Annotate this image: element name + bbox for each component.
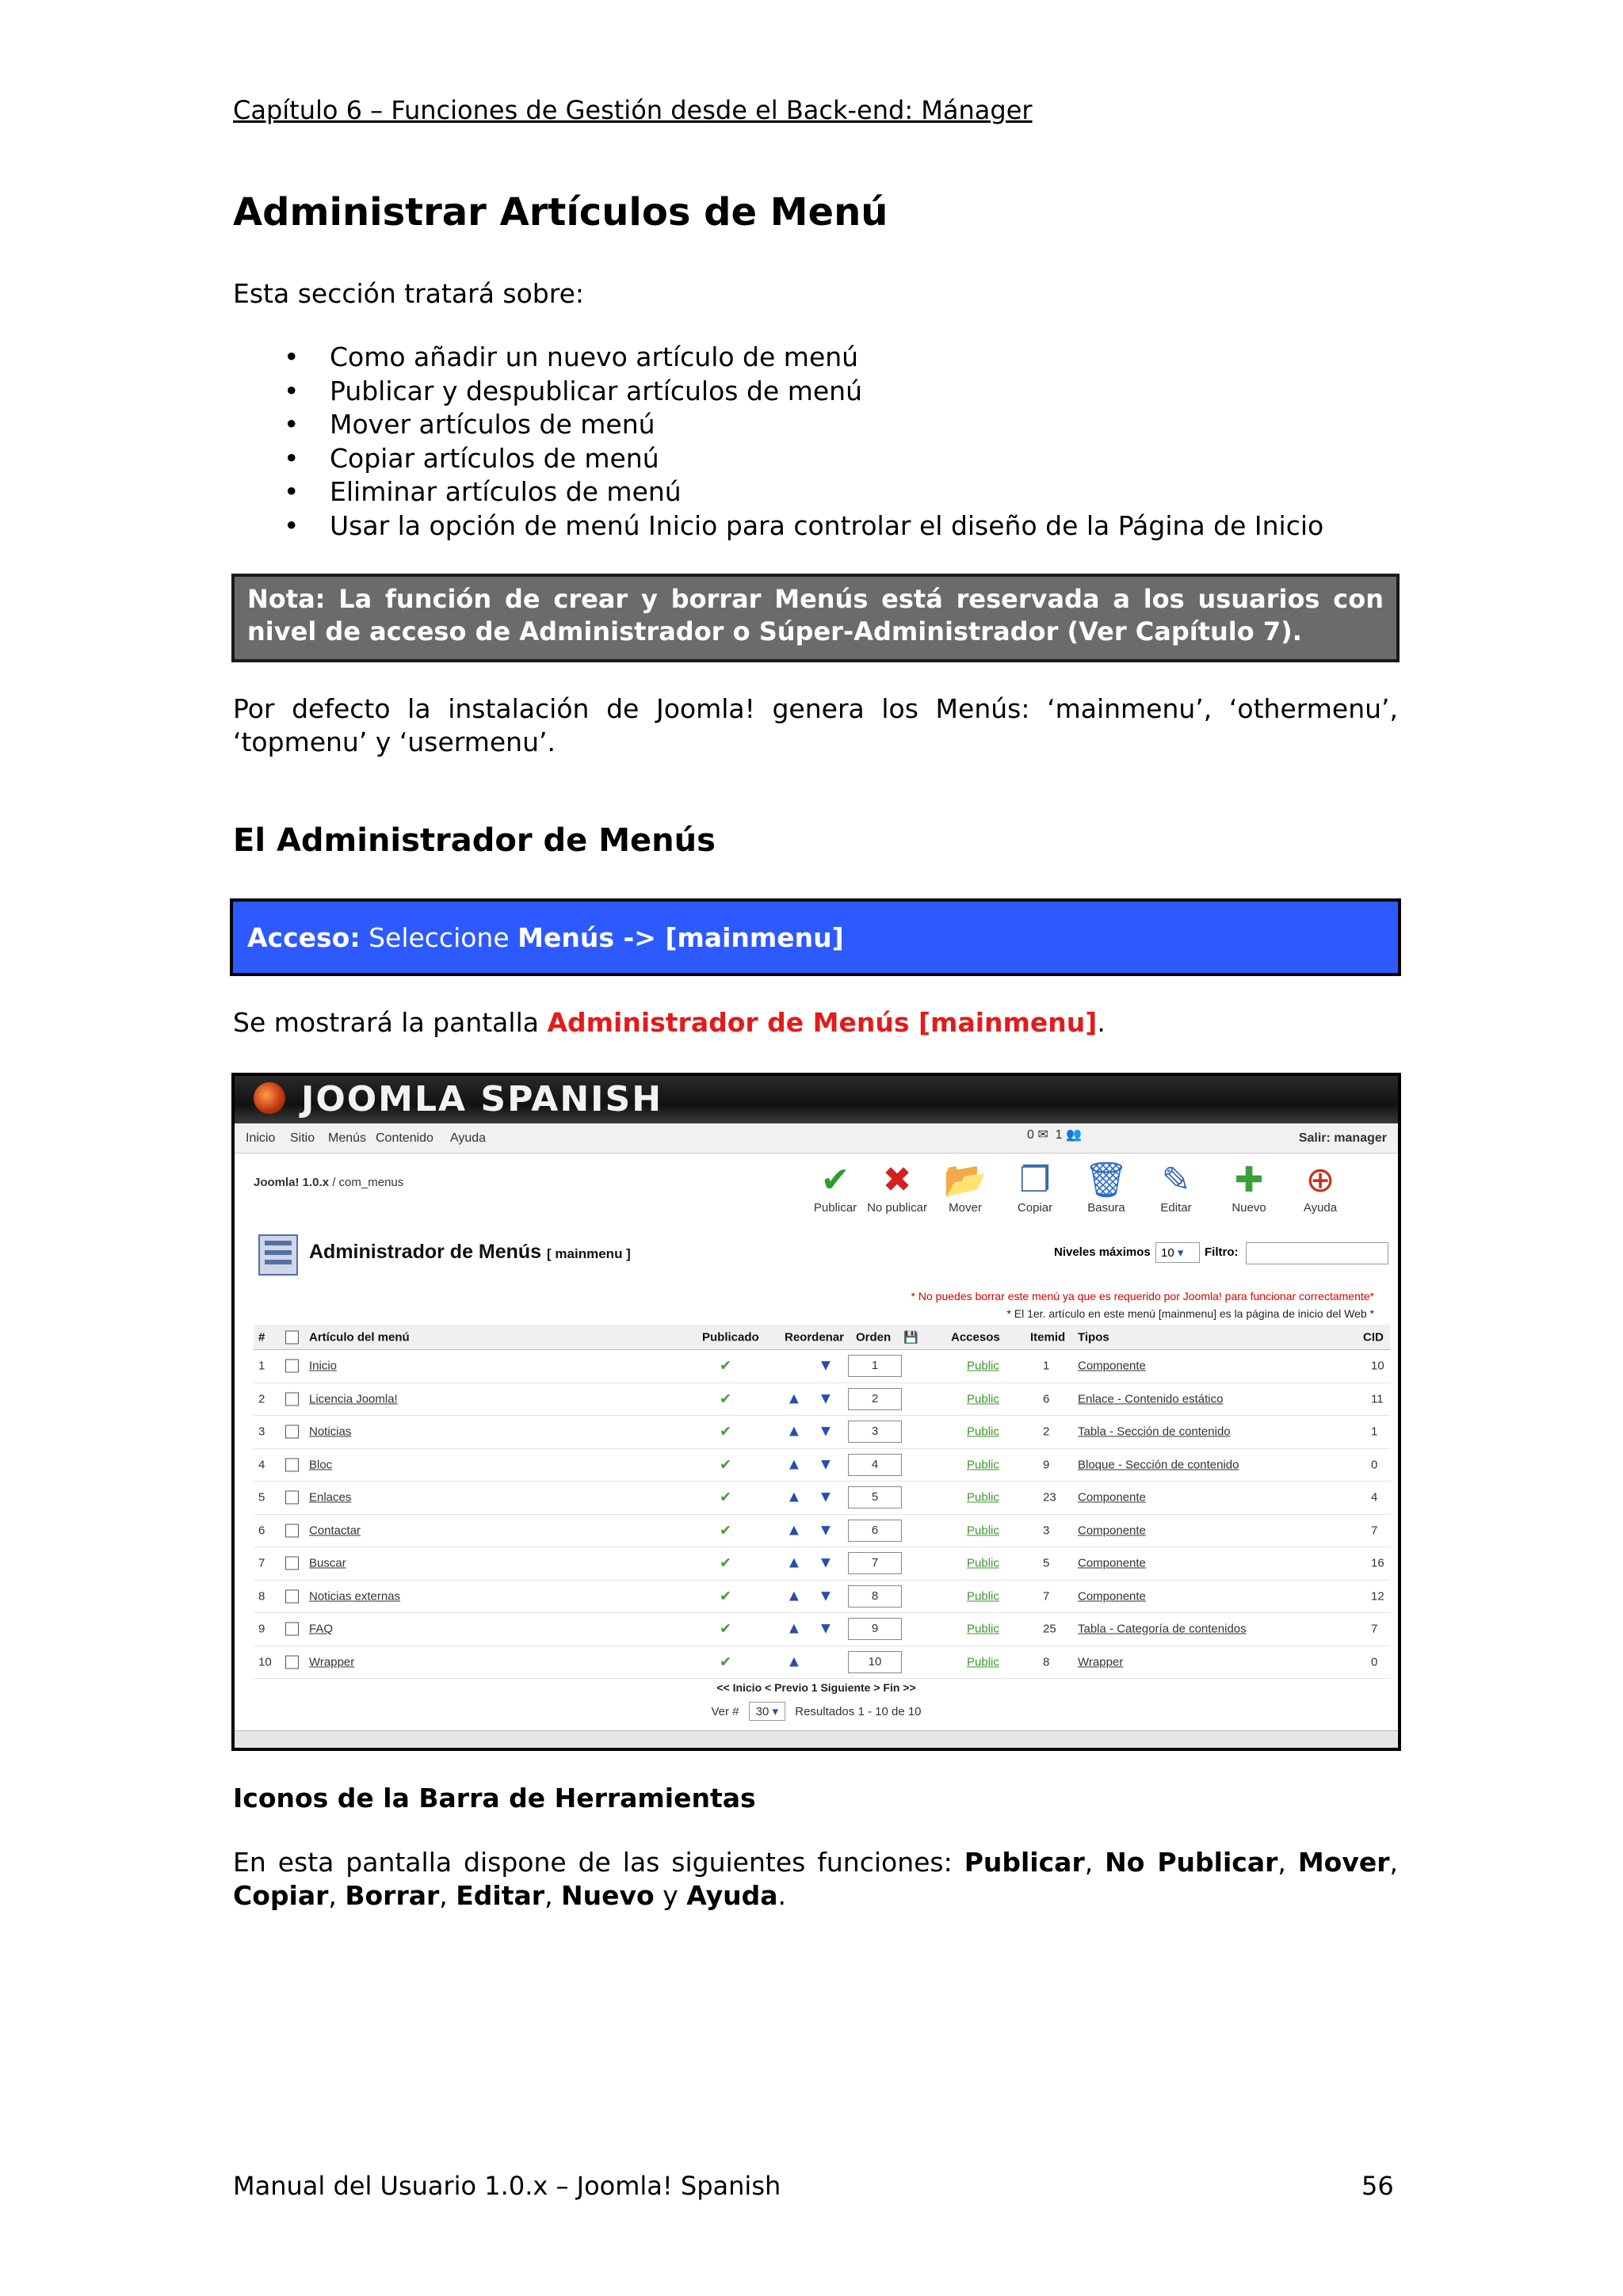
move-up-icon[interactable]: ▲ <box>786 1521 802 1539</box>
order-input[interactable]: 3 <box>848 1421 902 1443</box>
help-label: Ayuda <box>1303 1201 1338 1215</box>
filter-label: Filtro: <box>1205 1245 1239 1259</box>
order-input[interactable]: 8 <box>848 1585 902 1608</box>
col-access[interactable]: Accesos <box>951 1330 1000 1344</box>
published-icon[interactable]: ✔ <box>720 1390 732 1407</box>
access-link[interactable]: Public <box>967 1425 999 1439</box>
list-footer <box>235 1702 1398 1721</box>
show-text-after: . <box>1097 1007 1106 1038</box>
row-checkbox[interactable] <box>285 1623 299 1636</box>
move-down-icon[interactable]: ▼ <box>818 1455 834 1474</box>
version-label: Joomla! 1.0.x <box>254 1176 330 1189</box>
type-link[interactable]: Tabla - Categoría de contenidos <box>1078 1622 1247 1636</box>
access-label: Acceso: <box>247 921 361 953</box>
table-header <box>254 1325 1390 1350</box>
published-icon[interactable]: ✔ <box>720 1357 732 1374</box>
itemid-value: 2 <box>1043 1425 1050 1439</box>
col-published[interactable]: Publicado <box>702 1330 759 1344</box>
published-icon[interactable]: ✔ <box>720 1489 732 1505</box>
move-down-icon[interactable]: ▼ <box>818 1422 834 1440</box>
move-down-icon[interactable]: ▼ <box>818 1554 834 1572</box>
row-checkbox[interactable] <box>285 1557 299 1570</box>
row-checkbox[interactable] <box>285 1491 299 1505</box>
list-item: • Usar la opción de menú Inicio para controlar el diseño de la Página de Inicio <box>277 509 1323 543</box>
order-input[interactable]: 6 <box>848 1520 902 1542</box>
move-up-icon[interactable]: ▲ <box>786 1619 802 1638</box>
trash-button[interactable] <box>1075 1160 1138 1215</box>
access-link[interactable]: Public <box>967 1556 999 1570</box>
function-borrar: Borrar <box>345 1880 440 1911</box>
table-row <box>254 1515 1390 1548</box>
menu-items-table <box>254 1325 1390 1679</box>
function-publicar: Publicar <box>964 1847 1085 1878</box>
logout-link[interactable]: Salir: manager <box>1298 1131 1387 1145</box>
view-select[interactable] <box>749 1702 785 1721</box>
order-input[interactable]: 4 <box>848 1454 902 1476</box>
col-type[interactable]: Tipos <box>1078 1330 1109 1344</box>
published-icon[interactable]: ✔ <box>720 1653 732 1670</box>
cid-value: 12 <box>1371 1589 1384 1604</box>
users-icon[interactable]: 👥 <box>1066 1128 1082 1142</box>
item-name-link[interactable]: Contactar <box>309 1524 361 1538</box>
topic-list <box>277 341 1323 543</box>
cid-value: 1 <box>1371 1425 1378 1439</box>
note-box: Nota: La función de crear y borrar Menús está reservada a los usuarios con nivel de acceso de Administrador o Súper-Administrador (Ver Capítulo 7). <box>231 574 1400 662</box>
itemid-value: 23 <box>1043 1490 1056 1505</box>
row-number: 6 <box>258 1524 265 1538</box>
show-text <box>233 1006 1398 1039</box>
table-row <box>254 1449 1390 1482</box>
order-input[interactable]: 7 <box>848 1552 902 1574</box>
edit-icon: ✎ <box>1161 1161 1191 1199</box>
menu-manager-icon <box>258 1234 298 1276</box>
trash-icon: 🗑 <box>1084 1161 1128 1199</box>
unpublish-button[interactable] <box>865 1160 929 1215</box>
counters <box>1027 1127 1082 1142</box>
move-label: Mover <box>949 1201 982 1215</box>
published-icon[interactable]: ✔ <box>720 1554 732 1571</box>
row-number: 9 <box>258 1622 265 1636</box>
itemid-value: 5 <box>1043 1556 1050 1570</box>
admin-menubar <box>235 1123 1398 1154</box>
function-nuevo: Nuevo <box>561 1880 655 1911</box>
trash-label: Basura <box>1087 1201 1125 1215</box>
section-title: El Administrador de Menús <box>233 822 716 859</box>
function-editar: Editar <box>456 1880 545 1911</box>
function-no-publicar: No Publicar <box>1105 1847 1278 1878</box>
new-label: Nuevo <box>1232 1201 1266 1215</box>
results-text: Resultados 1 - 10 de 10 <box>795 1705 922 1718</box>
type-link[interactable]: Tabla - Sección de contenido <box>1078 1425 1231 1439</box>
table-row <box>254 1383 1390 1417</box>
access-link[interactable]: Public <box>967 1359 999 1373</box>
row-checkbox[interactable] <box>285 1589 299 1603</box>
type-link[interactable]: Enlace - Contenido estático <box>1078 1392 1224 1406</box>
table-row <box>254 1646 1390 1680</box>
new-icon: ✚ <box>1234 1161 1264 1199</box>
row-number: 4 <box>258 1458 265 1472</box>
type-link[interactable]: Wrapper <box>1078 1655 1124 1669</box>
move-down-icon[interactable]: ▼ <box>818 1521 834 1539</box>
component-titlebar <box>246 1223 1395 1282</box>
table-row <box>254 1350 1390 1383</box>
function-copiar: Copiar <box>233 1880 329 1911</box>
levels-value: 10 <box>1161 1246 1174 1260</box>
functions-intro: En esta pantalla dispone de las siguientes funciones: <box>233 1847 953 1878</box>
footer-title: Manual del Usuario 1.0.x – Joomla! Spanish <box>233 2171 781 2201</box>
move-down-icon[interactable]: ▼ <box>818 1356 834 1375</box>
users-count: 1 <box>1055 1128 1063 1142</box>
running-header: Capítulo 6 – Funciones de Gestión desde el Back-end: Mánager <box>233 95 1033 125</box>
chevron-down-icon: ▾ <box>1177 1246 1184 1260</box>
item-name-link[interactable]: Inicio <box>309 1359 338 1373</box>
row-number: 5 <box>258 1490 265 1505</box>
save-order-icon[interactable]: 💾 <box>903 1330 918 1344</box>
cid-value: 7 <box>1371 1622 1378 1636</box>
row-number: 3 <box>258 1425 265 1439</box>
move-up-icon[interactable]: ▲ <box>786 1653 802 1671</box>
list-item: • Como añadir un nuevo artículo de menú <box>277 341 1323 375</box>
messages-count: 0 <box>1027 1128 1034 1142</box>
warning-text-2: * El 1er. artículo en este menú [mainmenu] es la página de inicio del Web * <box>1006 1307 1374 1320</box>
menu-contenido[interactable]: Contenido <box>376 1131 433 1145</box>
table-row <box>254 1547 1390 1581</box>
cross-icon: ✖ <box>882 1161 912 1199</box>
row-checkbox[interactable] <box>285 1392 299 1405</box>
warning-text: * No puedes borrar este menú ya que es requerido por Joomla! para funcionar correctamente* <box>911 1290 1374 1302</box>
component-title-text: Administrador de Menús <box>309 1241 542 1263</box>
list-item: • Copiar artículos de menú <box>277 442 1323 476</box>
item-name-link[interactable]: Noticias externas <box>309 1589 401 1604</box>
levels-select[interactable] <box>1155 1242 1200 1263</box>
published-icon[interactable]: ✔ <box>720 1620 732 1637</box>
help-button[interactable] <box>1289 1160 1352 1215</box>
move-up-icon[interactable]: ▲ <box>786 1422 802 1440</box>
order-input[interactable]: 9 <box>848 1618 902 1640</box>
page-title: Administrar Artículos de Menú <box>233 190 888 235</box>
intro-text: Esta sección tratará sobre: <box>233 278 585 309</box>
copy-button[interactable] <box>1003 1160 1067 1215</box>
item-name-link[interactable]: Wrapper <box>309 1655 355 1669</box>
item-name-link[interactable]: Licencia Joomla! <box>309 1392 398 1406</box>
publish-label: Publicar <box>813 1201 857 1215</box>
col-item[interactable]: Artículo del menú <box>309 1330 410 1344</box>
table-row <box>254 1581 1390 1614</box>
move-up-icon[interactable]: ▲ <box>786 1390 802 1408</box>
published-icon[interactable]: ✔ <box>720 1456 732 1473</box>
table-row <box>254 1613 1390 1646</box>
help-icon: ⊕ <box>1305 1161 1335 1199</box>
row-number: 1 <box>258 1359 265 1373</box>
functions-text: En esta pantalla dispone de las siguientes funciones: Publicar, No Publicar, Mover, Copiar, Borrar, Editar, Nuevo y Ayuda. <box>233 1847 1398 1911</box>
order-input[interactable]: 10 <box>848 1651 902 1673</box>
move-up-icon[interactable]: ▲ <box>786 1455 802 1474</box>
col-itemid[interactable]: Itemid <box>1030 1330 1066 1344</box>
list-item: • Mover artículos de menú <box>277 408 1323 442</box>
type-link[interactable]: Componente <box>1078 1556 1146 1570</box>
type-link[interactable]: Bloque - Sección de contenido <box>1078 1458 1239 1472</box>
table-row <box>254 1416 1390 1449</box>
filter-input[interactable] <box>1246 1242 1388 1264</box>
move-up-icon[interactable]: ▲ <box>786 1554 802 1572</box>
access-link[interactable]: Public <box>967 1589 999 1604</box>
menu-inicio[interactable]: Inicio <box>246 1131 276 1145</box>
cid-value: 0 <box>1371 1655 1378 1669</box>
type-link[interactable]: Componente <box>1078 1490 1146 1505</box>
access-link[interactable]: Public <box>967 1458 999 1472</box>
menu-sitio[interactable]: Sitio <box>290 1131 315 1145</box>
pagination[interactable]: << Inicio < Previo 1 Siguiente > Fin >> <box>716 1681 916 1694</box>
type-link[interactable]: Componente <box>1078 1524 1146 1538</box>
bottom-bar <box>235 1730 1398 1748</box>
view-value: 30 <box>755 1705 769 1718</box>
type-link[interactable]: Componente <box>1078 1589 1146 1604</box>
joomla-logo-text: JOOMLA SPANISH <box>301 1079 663 1119</box>
function-ayuda: Ayuda <box>686 1880 778 1911</box>
move-up-icon[interactable]: ▲ <box>786 1587 802 1605</box>
access-link[interactable]: Public <box>967 1622 999 1636</box>
row-number: 2 <box>258 1392 265 1406</box>
row-checkbox[interactable] <box>285 1524 299 1537</box>
itemid-value: 3 <box>1043 1524 1050 1538</box>
row-checkbox[interactable] <box>285 1360 299 1373</box>
access-link[interactable]: Public <box>967 1490 999 1505</box>
itemid-value: 8 <box>1043 1655 1050 1669</box>
move-down-icon[interactable]: ▼ <box>818 1390 834 1408</box>
itemid-value: 9 <box>1043 1458 1050 1472</box>
show-text-before: Se mostrará la pantalla <box>233 1007 539 1038</box>
published-icon[interactable]: ✔ <box>720 1522 732 1539</box>
type-link[interactable]: Componente <box>1078 1359 1146 1373</box>
row-number: 7 <box>258 1556 265 1570</box>
edit-label: Editar <box>1160 1201 1192 1215</box>
access-text: Seleccione <box>369 921 510 953</box>
item-name-link[interactable]: Buscar <box>309 1556 346 1570</box>
cid-value: 16 <box>1371 1556 1384 1570</box>
publish-button[interactable] <box>804 1160 867 1215</box>
cid-value: 0 <box>1371 1458 1378 1472</box>
item-name-link[interactable]: Enlaces <box>309 1490 352 1505</box>
move-down-icon[interactable]: ▼ <box>818 1488 834 1506</box>
cid-value: 7 <box>1371 1524 1378 1538</box>
component-path <box>254 1176 403 1189</box>
toolbar-section-title: Iconos de la Barra de Herramientas <box>233 1783 756 1814</box>
copy-icon: ❐ <box>1019 1161 1051 1199</box>
access-box <box>230 898 1401 976</box>
row-number: 10 <box>258 1655 272 1669</box>
functions-conj: y <box>663 1880 678 1911</box>
row-checkbox[interactable] <box>285 1655 299 1669</box>
itemid-value: 6 <box>1043 1392 1050 1406</box>
new-button[interactable] <box>1217 1160 1281 1215</box>
itemid-value: 1 <box>1043 1359 1050 1373</box>
col-num: # <box>258 1330 265 1344</box>
list-item: • Eliminar artículos de menú <box>277 475 1323 509</box>
list-item: • Publicar y despublicar artículos de menú <box>277 375 1323 409</box>
folder-icon: 📂 <box>943 1161 987 1199</box>
published-icon[interactable]: ✔ <box>720 1423 732 1440</box>
order-input[interactable]: 2 <box>848 1388 902 1410</box>
table-row <box>254 1482 1390 1515</box>
menu-manager-screenshot <box>231 1073 1401 1751</box>
access-path: Menús -> [mainmenu] <box>517 921 844 953</box>
levels-label: Niveles máximos <box>1054 1245 1151 1259</box>
access-link[interactable]: Public <box>967 1655 999 1669</box>
show-text-highlight: Administrador de Menús [mainmenu] <box>547 1007 1098 1038</box>
itemid-value: 25 <box>1043 1622 1056 1636</box>
copy-label: Copiar <box>1017 1201 1053 1215</box>
function-mover: Mover <box>1297 1847 1390 1878</box>
item-name-link[interactable]: Noticias <box>309 1425 352 1439</box>
item-name-link[interactable]: FAQ <box>309 1622 334 1636</box>
col-order[interactable]: Orden <box>856 1330 892 1344</box>
menu-menus[interactable]: Menús <box>328 1131 367 1145</box>
col-cid[interactable]: CID <box>1363 1330 1384 1344</box>
view-label: Ver # <box>711 1705 739 1718</box>
cid-value: 11 <box>1371 1392 1384 1406</box>
row-number: 8 <box>258 1589 265 1604</box>
cid-value: 10 <box>1371 1359 1384 1373</box>
move-up-icon[interactable]: ▲ <box>786 1488 802 1506</box>
row-checkbox[interactable] <box>285 1425 299 1439</box>
chevron-down-icon: ▾ <box>772 1705 779 1718</box>
check-icon: ✔ <box>820 1161 850 1199</box>
envelope-icon[interactable]: ✉ <box>1037 1128 1048 1142</box>
move-down-icon[interactable]: ▼ <box>818 1587 834 1605</box>
page-number: 56 <box>1361 2171 1394 2201</box>
item-name-link[interactable]: Bloc <box>309 1458 333 1472</box>
row-checkbox[interactable] <box>285 1458 299 1471</box>
component-title <box>309 1241 631 1264</box>
menu-ayuda[interactable]: Ayuda <box>450 1131 487 1145</box>
select-all-checkbox[interactable] <box>285 1330 299 1344</box>
access-link[interactable]: Public <box>967 1524 999 1538</box>
joomla-banner <box>235 1076 1398 1123</box>
order-input[interactable]: 5 <box>848 1486 902 1508</box>
col-reorder: Reordenar <box>785 1330 845 1344</box>
order-input[interactable]: 1 <box>848 1355 902 1377</box>
access-link[interactable]: Public <box>967 1392 999 1406</box>
move-button[interactable] <box>934 1160 997 1215</box>
itemid-value: 7 <box>1043 1589 1050 1604</box>
component-subtitle: [ mainmenu ] <box>547 1246 631 1261</box>
move-down-icon[interactable]: ▼ <box>818 1619 834 1638</box>
cid-value: 4 <box>1371 1490 1378 1505</box>
published-icon[interactable]: ✔ <box>720 1588 732 1604</box>
default-menus-text: Por defecto la instalación de Joomla! genera los Menús: ‘mainmenu’, ‘othermenu’, ‘topmenu’ y ‘usermenu’. <box>233 693 1398 757</box>
unpublish-label: No publicar <box>867 1201 927 1215</box>
joomla-logo-icon <box>254 1082 285 1114</box>
component-label: / com_menus <box>329 1176 404 1189</box>
edit-button[interactable] <box>1144 1160 1208 1215</box>
